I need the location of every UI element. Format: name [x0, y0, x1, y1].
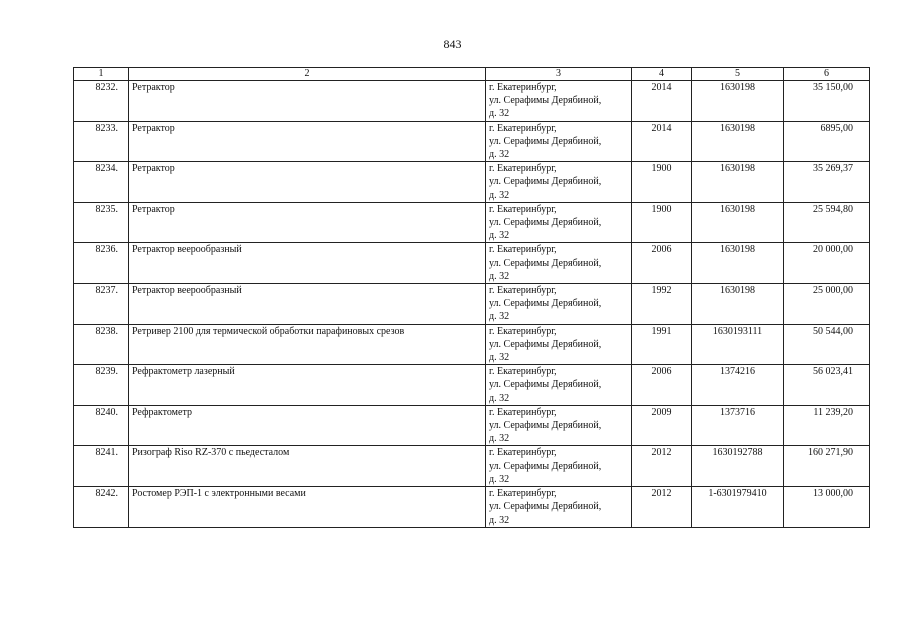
item-code: 1630198: [692, 121, 784, 162]
table-header-row: [74, 68, 870, 81]
address-line: г. Екатеринбург,: [489, 366, 557, 378]
address-line: д. 32: [489, 392, 510, 404]
header-col-5: 5: [692, 68, 784, 81]
item-value: 160 271,90: [784, 446, 870, 487]
row-number: 8233.: [74, 121, 129, 162]
table-row: [74, 162, 870, 203]
item-year: 2014: [632, 121, 692, 162]
item-address: [486, 365, 632, 406]
item-address: [486, 121, 632, 162]
item-value: 56 023,41: [784, 365, 870, 406]
page-number: 843: [443, 37, 462, 51]
item-year: 2006: [632, 243, 692, 284]
item-name: Ростомер РЭП-1 с электронными весами: [129, 487, 486, 528]
table-row: [74, 81, 870, 122]
item-name: Ретрактор веерообразный: [129, 243, 486, 284]
item-address: [486, 162, 632, 203]
address-line: ул. Серафимы Дерябиной,: [489, 217, 602, 229]
address-line: ул. Серафимы Дерябиной,: [489, 176, 602, 188]
table-row: [74, 487, 870, 528]
row-number: 8234.: [74, 162, 129, 203]
item-name: Ретрактор: [129, 81, 486, 122]
address-line: д. 32: [489, 352, 510, 364]
address-line: ул. Серафимы Дерябиной,: [489, 501, 602, 513]
item-year: 2012: [632, 446, 692, 487]
row-number: 8240.: [74, 405, 129, 446]
item-address: [486, 243, 632, 284]
address-line: г. Екатеринбург,: [489, 488, 557, 500]
item-year: 1900: [632, 202, 692, 243]
address-line: д. 32: [489, 149, 510, 161]
item-code: 1630193111: [692, 324, 784, 365]
item-name: Ризограф Riso RZ-370 с пьедесталом: [129, 446, 486, 487]
item-code: 1374216: [692, 365, 784, 406]
item-year: 1992: [632, 284, 692, 325]
table-row: [74, 121, 870, 162]
address-line: ул. Серафимы Дерябиной,: [489, 460, 602, 472]
address-line: д. 32: [489, 230, 510, 242]
item-code: 1630198: [692, 162, 784, 203]
item-code: 1630198: [692, 81, 784, 122]
header-col-4: 4: [632, 68, 692, 81]
address-line: ул. Серафимы Дерябиной,: [489, 298, 602, 310]
row-number: 8236.: [74, 243, 129, 284]
address-line: г. Екатеринбург,: [489, 325, 557, 337]
table-row: [74, 243, 870, 284]
item-address: [486, 324, 632, 365]
item-value: 20 000,00: [784, 243, 870, 284]
header-col-1: 1: [74, 68, 129, 81]
item-value: 13 000,00: [784, 487, 870, 528]
item-year: 2014: [632, 81, 692, 122]
header-col-6: 6: [784, 68, 870, 81]
item-address: [486, 81, 632, 122]
table-row: [74, 405, 870, 446]
address-line: д. 32: [489, 514, 510, 526]
item-code: 1630198: [692, 243, 784, 284]
item-name: Ретрактор: [129, 162, 486, 203]
address-line: ул. Серафимы Дерябиной,: [489, 379, 602, 391]
table-row: [74, 284, 870, 325]
item-name: Ретрактор: [129, 202, 486, 243]
address-line: д. 32: [489, 189, 510, 201]
item-code: 1630192788: [692, 446, 784, 487]
table-row: [74, 324, 870, 365]
row-number: 8239.: [74, 365, 129, 406]
item-value: 50 544,00: [784, 324, 870, 365]
item-code: 1-6301979410: [692, 487, 784, 528]
item-year: 2006: [632, 365, 692, 406]
item-address: [486, 487, 632, 528]
table-row: [74, 446, 870, 487]
item-value: 35 269,37: [784, 162, 870, 203]
property-table: [73, 67, 870, 528]
item-code: 1630198: [692, 202, 784, 243]
item-name: Ретрактор: [129, 121, 486, 162]
header-col-3: 3: [486, 68, 632, 81]
address-line: ул. Серафимы Дерябиной,: [489, 338, 602, 350]
item-address: [486, 446, 632, 487]
item-code: 1373716: [692, 405, 784, 446]
address-line: г. Екатеринбург,: [489, 447, 557, 459]
item-value: 25 000,00: [784, 284, 870, 325]
address-line: г. Екатеринбург,: [489, 406, 557, 418]
address-line: д. 32: [489, 311, 510, 323]
item-name: Рефрактометр лазерный: [129, 365, 486, 406]
address-line: д. 32: [489, 108, 510, 120]
item-code: 1630198: [692, 284, 784, 325]
item-value: 11 239,20: [784, 405, 870, 446]
address-line: г. Екатеринбург,: [489, 244, 557, 256]
address-line: д. 32: [489, 433, 510, 445]
address-line: г. Екатеринбург,: [489, 203, 557, 215]
address-line: г. Екатеринбург,: [489, 122, 557, 134]
item-value: 35 150,00: [784, 81, 870, 122]
address-line: г. Екатеринбург,: [489, 82, 557, 93]
row-number: 8237.: [74, 284, 129, 325]
item-address: [486, 284, 632, 325]
item-year: 2012: [632, 487, 692, 528]
item-name: Рефрактометр: [129, 405, 486, 446]
address-line: г. Екатеринбург,: [489, 285, 557, 297]
header-col-2: 2: [129, 68, 486, 81]
item-address: [486, 202, 632, 243]
row-number: 8242.: [74, 487, 129, 528]
address-line: ул. Серафимы Дерябиной,: [489, 420, 602, 432]
item-value: 25 594,80: [784, 202, 870, 243]
address-line: ул. Серафимы Дерябиной,: [489, 95, 602, 107]
item-year: 2009: [632, 405, 692, 446]
table-row: [74, 365, 870, 406]
table-row: [74, 202, 870, 243]
address-line: д. 32: [489, 473, 510, 485]
item-year: 1900: [632, 162, 692, 203]
address-line: д. 32: [489, 270, 510, 282]
item-name: Ретривер 2100 для термической обработки парафиновых срезов: [129, 324, 486, 365]
row-number: 8238.: [74, 324, 129, 365]
row-number: 8232.: [74, 81, 129, 122]
address-line: ул. Серафимы Дерябиной,: [489, 135, 602, 147]
row-number: 8241.: [74, 446, 129, 487]
row-number: 8235.: [74, 202, 129, 243]
item-name: Ретрактор веерообразный: [129, 284, 486, 325]
item-address: [486, 405, 632, 446]
item-year: 1991: [632, 324, 692, 365]
address-line: г. Екатеринбург,: [489, 163, 557, 175]
item-value: 6895,00: [784, 121, 870, 162]
address-line: ул. Серафимы Дерябиной,: [489, 257, 602, 269]
